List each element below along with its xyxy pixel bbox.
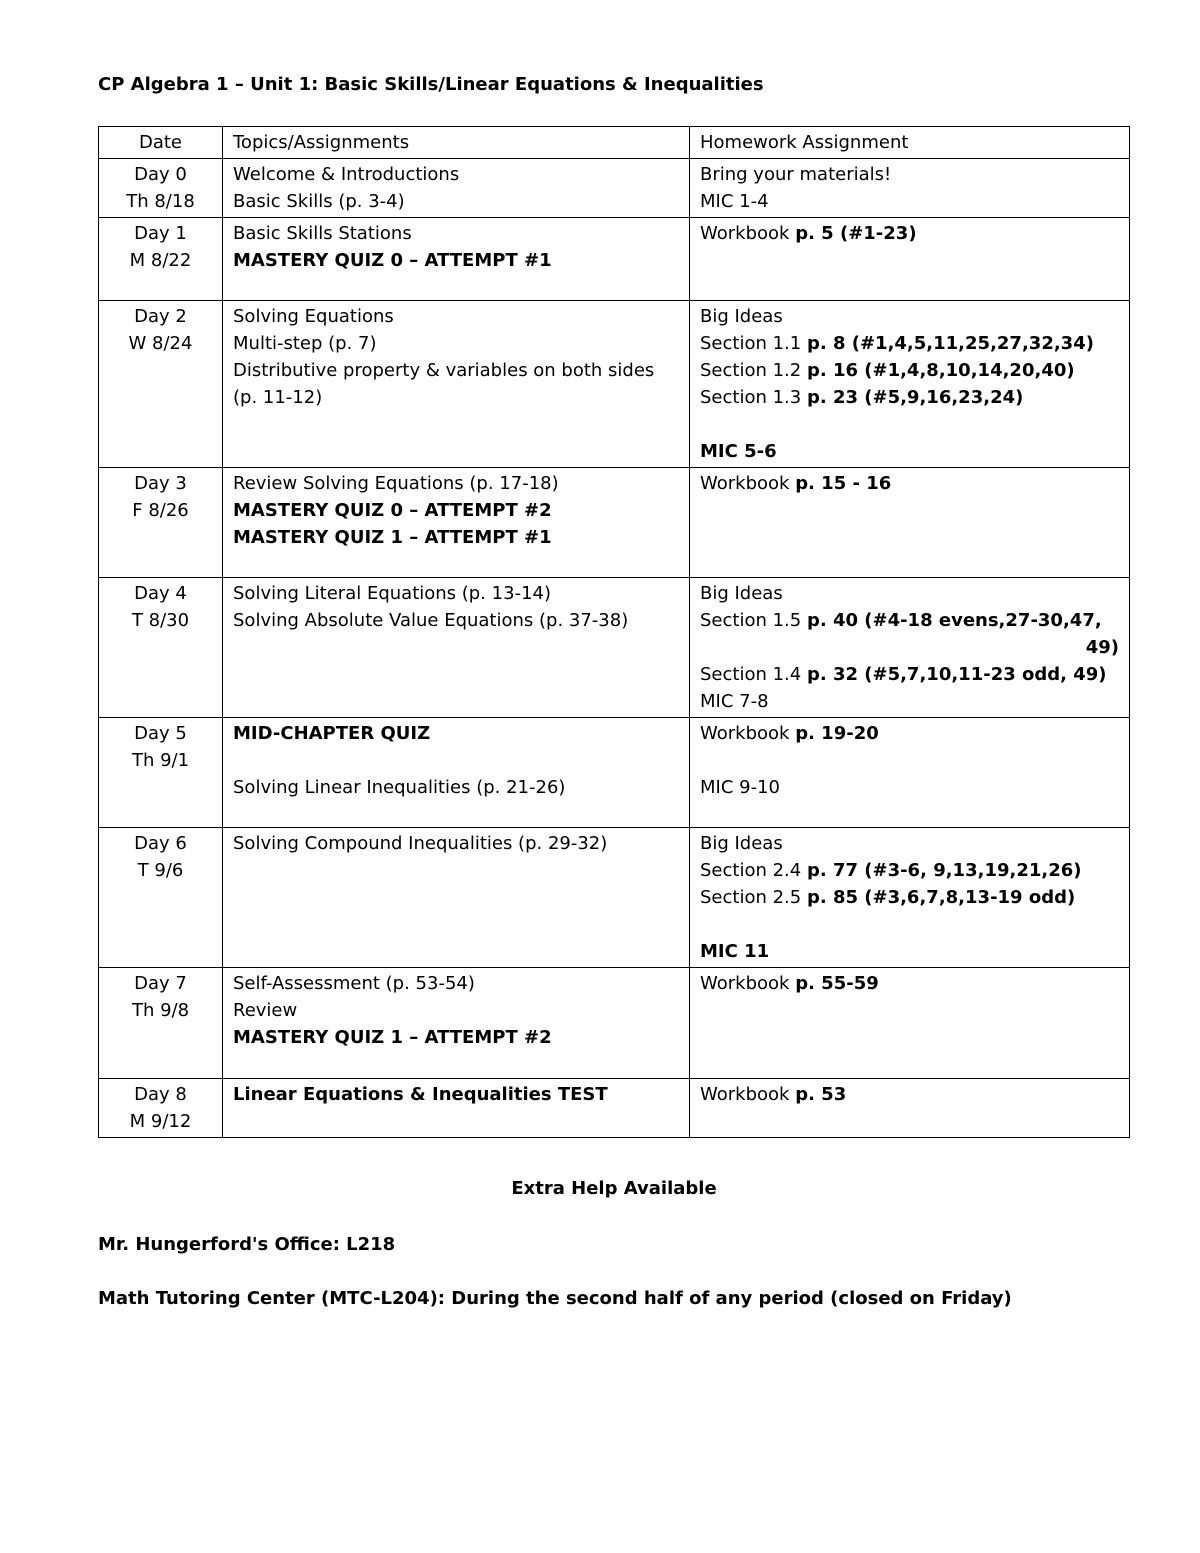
table-row (99, 718, 1130, 828)
hw-line: MIC 7-8 (700, 691, 769, 712)
day-label: Day 5 (134, 723, 187, 744)
date-cell (99, 718, 223, 828)
quiz-line: MASTERY QUIZ 0 – ATTEMPT #2 (233, 500, 552, 521)
homework-cell (690, 968, 1130, 1079)
day-label: Day 0 (134, 164, 187, 185)
topic-line: Welcome & Introductions (233, 164, 460, 185)
topic-blank-line (233, 747, 679, 774)
table-row (99, 301, 1130, 468)
homework-cell (690, 578, 1130, 718)
tutoring-center-info: Math Tutoring Center (MTC-L204): During the second half of any period (closed on Friday) (98, 1288, 1012, 1309)
homework-cell (690, 718, 1130, 828)
header-homework: Homework Assignment (690, 127, 1130, 159)
table-row (99, 1079, 1130, 1138)
hw-line: Section 1.1 p. 8 (#1,4,5,11,25,27,32,34) (700, 333, 1094, 354)
date-cell (99, 1079, 223, 1138)
quiz-line: MASTERY QUIZ 1 – ATTEMPT #1 (233, 527, 552, 548)
hw-line: MIC 1-4 (700, 191, 769, 212)
table-row (99, 159, 1130, 218)
topics-cell (223, 1079, 690, 1138)
hw-line: Section 1.4 p. 32 (#5,7,10,11-23 odd, 49) (700, 664, 1107, 685)
date-label: Th 9/1 (131, 750, 190, 771)
topics-cell (223, 218, 690, 301)
hw-line: Workbook p. 15 - 16 (700, 473, 892, 494)
topic-line: Solving Compound Inequalities (p. 29-32) (233, 833, 608, 854)
homework-cell (690, 218, 1130, 301)
topics-cell (223, 578, 690, 718)
topics-cell (223, 301, 690, 468)
topic-line: (p. 11-12) (233, 387, 323, 408)
date-cell (99, 218, 223, 301)
topic-line: Basic Skills (p. 3-4) (233, 191, 405, 212)
hw-blank-line (700, 747, 1119, 774)
date-cell (99, 578, 223, 718)
date-label: T 8/30 (131, 610, 190, 631)
date-cell (99, 968, 223, 1079)
hw-line: Section 1.2 p. 16 (#1,4,8,10,14,20,40) (700, 360, 1075, 381)
date-cell (99, 468, 223, 578)
hw-line: Bring your materials! (700, 164, 892, 185)
topic-line: Self-Assessment (p. 53-54) (233, 973, 475, 994)
hw-line: Section 2.5 p. 85 (#3,6,7,8,13-19 odd) (700, 887, 1076, 908)
hw-line: MIC 11 (700, 941, 770, 962)
topic-line: Solving Literal Equations (p. 13-14) (233, 583, 551, 604)
day-label: Day 1 (134, 223, 187, 244)
date-cell (99, 828, 223, 968)
date-label: M 9/12 (129, 1111, 192, 1132)
day-label: Day 4 (134, 583, 187, 604)
hw-line: Workbook p. 55-59 (700, 973, 879, 994)
day-label: Day 8 (134, 1084, 187, 1105)
quiz-line: MASTERY QUIZ 0 – ATTEMPT #1 (233, 250, 552, 271)
hw-line: Section 1.5 p. 40 (#4-18 evens,27-30,47, (700, 610, 1102, 631)
day-label: Day 6 (134, 833, 187, 854)
hw-line: Big Ideas (700, 306, 783, 327)
topics-cell (223, 718, 690, 828)
date-label: Th 9/8 (131, 1000, 190, 1021)
table-row (99, 218, 1130, 301)
homework-cell (690, 301, 1130, 468)
page-title: CP Algebra 1 – Unit 1: Basic Skills/Linear Equations & Inequalities (98, 74, 764, 95)
quiz-line: MID-CHAPTER QUIZ (233, 723, 431, 744)
quiz-line: MASTERY QUIZ 1 – ATTEMPT #2 (233, 1027, 552, 1048)
topic-line: Review Solving Equations (p. 17-18) (233, 473, 559, 494)
date-cell (99, 159, 223, 218)
hw-line: Workbook p. 5 (#1-23) (700, 223, 917, 244)
table-header-row (99, 127, 1130, 159)
topics-cell (223, 828, 690, 968)
hw-blank-line (700, 411, 1119, 438)
header-date: Date (99, 127, 223, 159)
homework-cell (690, 1079, 1130, 1138)
table-row (99, 578, 1130, 718)
topics-cell (223, 968, 690, 1079)
hw-line: Big Ideas (700, 833, 783, 854)
topic-line: Solving Equations (233, 306, 394, 327)
topics-cell (223, 159, 690, 218)
hw-line: Workbook p. 53 (700, 1084, 847, 1105)
topic-line: Review (233, 1000, 298, 1021)
homework-cell (690, 159, 1130, 218)
date-label: W 8/24 (128, 333, 193, 354)
homework-cell (690, 468, 1130, 578)
hw-line: Workbook p. 19-20 (700, 723, 879, 744)
extra-help-heading: Extra Help Available (511, 1178, 717, 1199)
hw-line: Section 1.3 p. 23 (#5,9,16,23,24) (700, 387, 1024, 408)
date-label: Th 8/18 (126, 191, 195, 212)
hw-line: Section 2.4 p. 77 (#3-6, 9,13,19,21,26) (700, 860, 1082, 881)
hw-blank-line (700, 911, 1119, 938)
hw-line: MIC 5-6 (700, 441, 777, 462)
schedule-table (98, 126, 1130, 1138)
test-line: Linear Equations & Inequalities TEST (233, 1084, 608, 1105)
day-label: Day 3 (134, 473, 187, 494)
hw-line: Big Ideas (700, 583, 783, 604)
topics-cell (223, 468, 690, 578)
topic-line: Distributive property & variables on both sides (233, 360, 655, 381)
table-row (99, 828, 1130, 968)
table-row (99, 468, 1130, 578)
homework-cell (690, 828, 1130, 968)
topic-line: Solving Linear Inequalities (p. 21-26) (233, 777, 566, 798)
date-cell (99, 301, 223, 468)
topic-line: Basic Skills Stations (233, 223, 412, 244)
table-row (99, 968, 1130, 1079)
hw-line-wrap: 49) (1085, 637, 1119, 658)
date-label: T 9/6 (137, 860, 184, 881)
date-label: F 8/26 (132, 500, 189, 521)
hw-line: MIC 9-10 (700, 777, 780, 798)
topic-line: Solving Absolute Value Equations (p. 37-38) (233, 610, 629, 631)
date-label: M 8/22 (129, 250, 192, 271)
day-label: Day 2 (134, 306, 187, 327)
header-topics: Topics/Assignments (223, 127, 690, 159)
topic-line: Multi-step (p. 7) (233, 333, 377, 354)
day-label: Day 7 (134, 973, 187, 994)
office-info: Mr. Hungerford's Office: L218 (98, 1234, 396, 1255)
